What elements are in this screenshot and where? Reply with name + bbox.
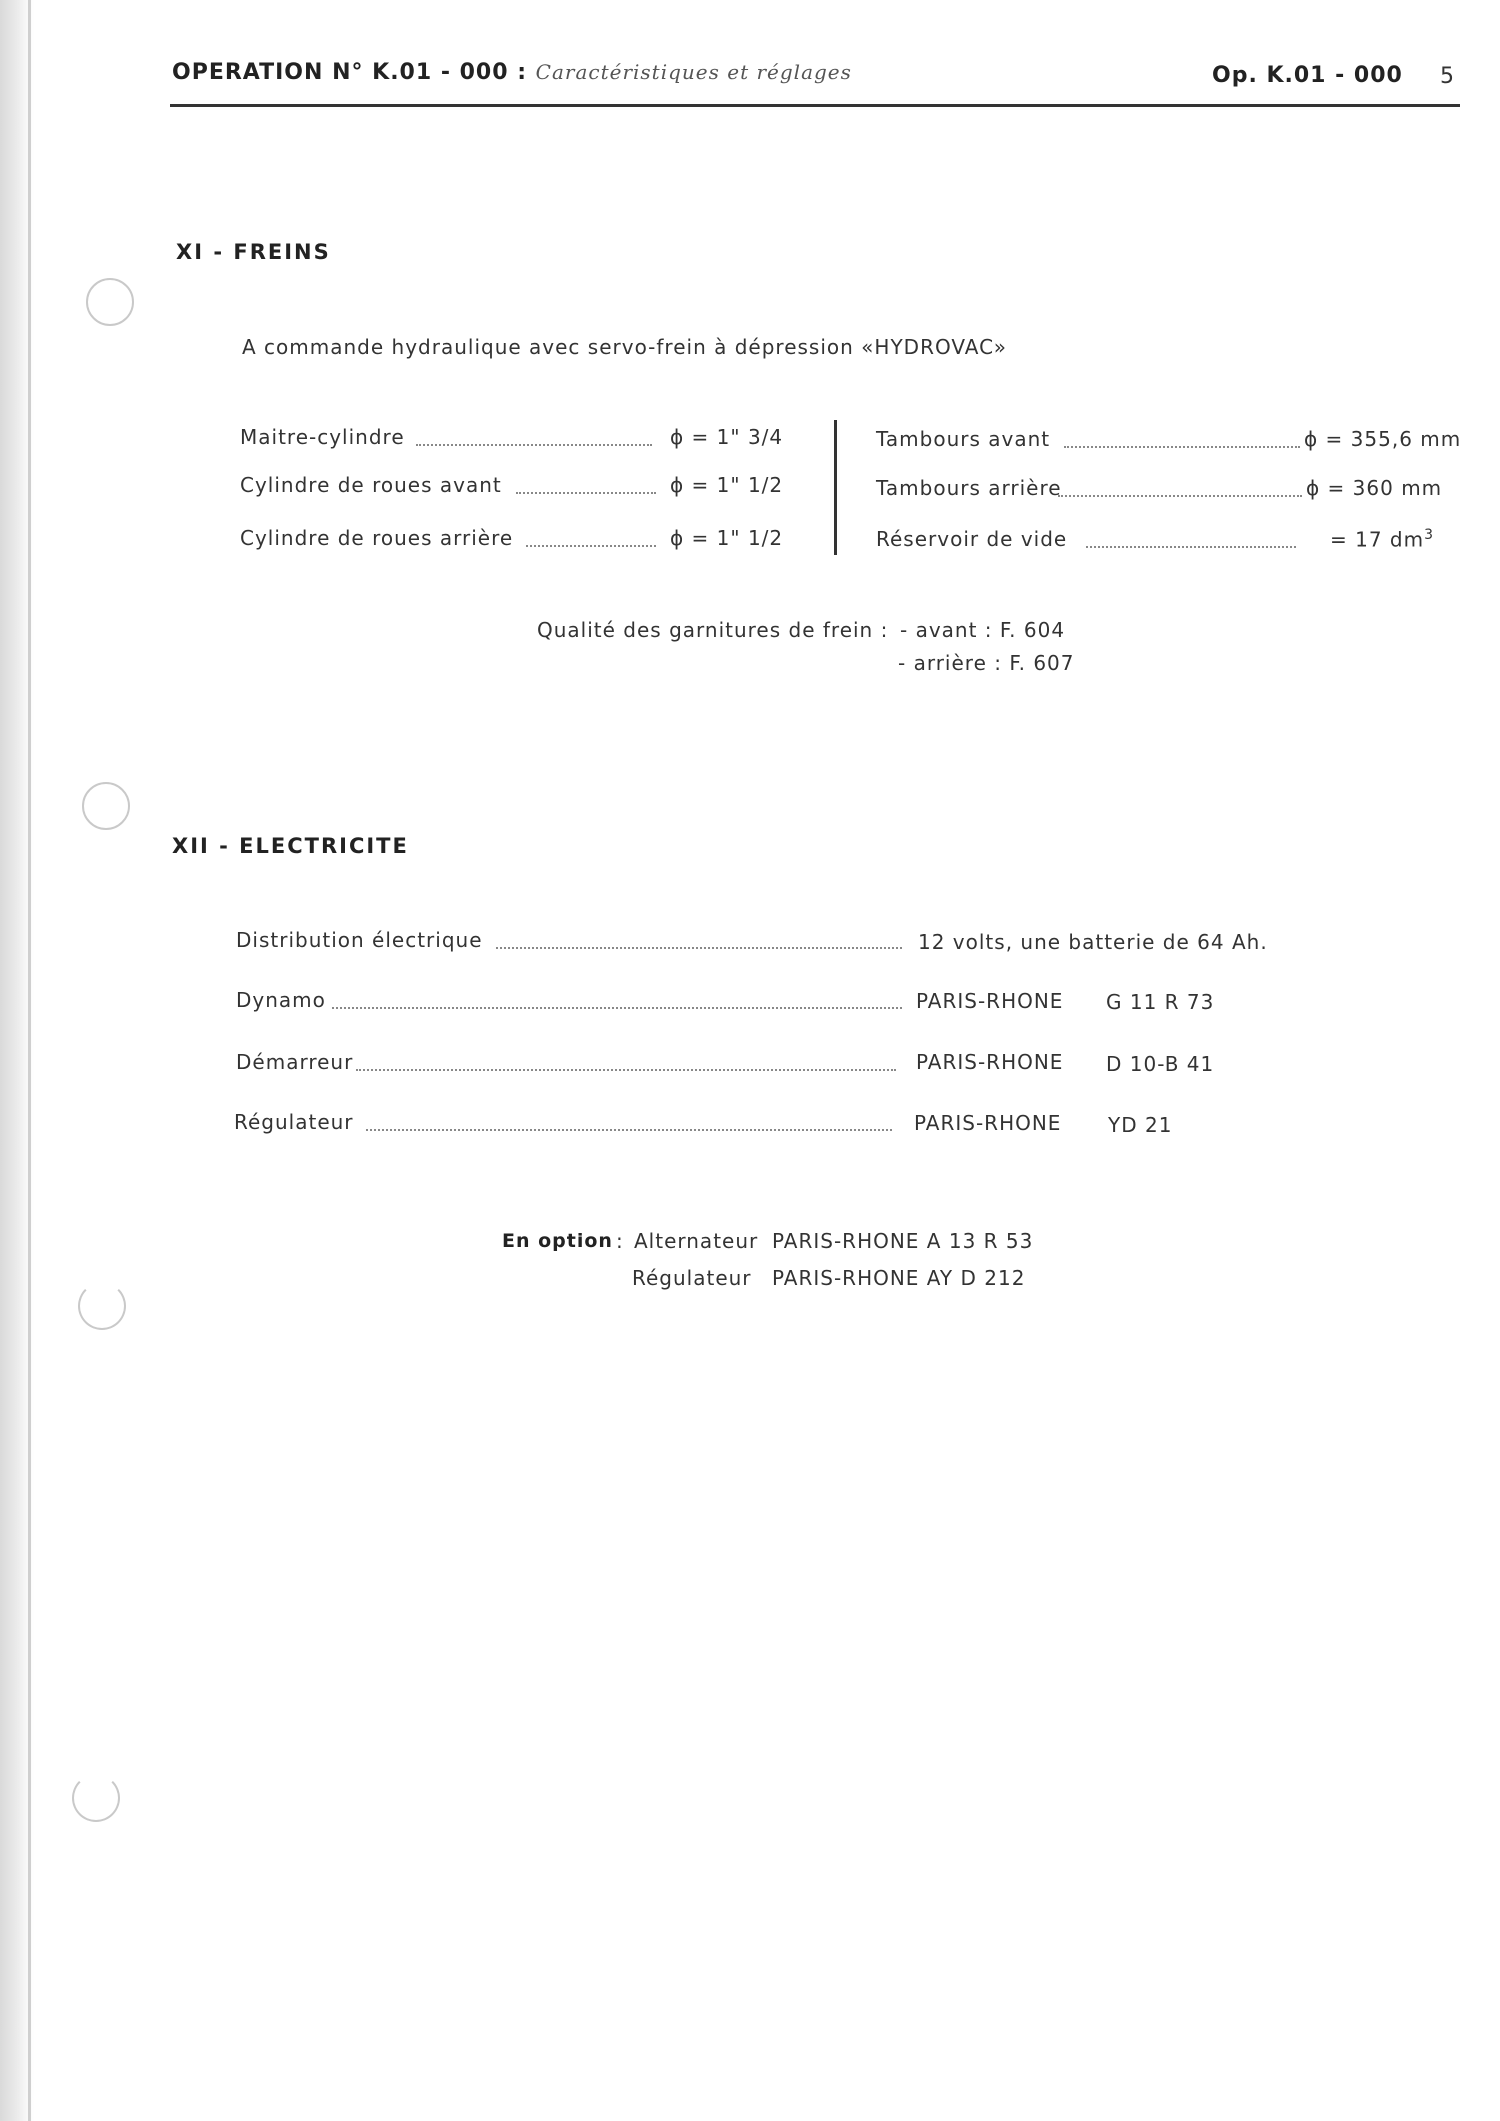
spec-value [1330,527,1434,552]
reservoir-exponent: 3 [1424,527,1435,543]
spec-ref: YD 21 [1108,1113,1173,1137]
garnitures-arriere: - arrière : F. 607 [898,651,1075,675]
spec-value: ϕ = 360 mm [1306,476,1443,500]
punch-hole [72,1774,120,1822]
option-item-label: Alternateur [634,1229,759,1253]
spec-label: Cylindre de roues avant [240,473,502,497]
operation-ref: Op. K.01 - 000 [1212,63,1403,88]
reservoir-value: = 17 dm [1330,527,1425,552]
spec-ref: D 10-B 41 [1106,1052,1215,1076]
spec-label: Maitre-cylindre [240,425,405,449]
dot-leader [1058,495,1302,497]
option-separator: : [616,1229,624,1253]
spec-value: ϕ = 1" 1/2 [670,526,784,550]
spec-value: ϕ = 355,6 mm [1304,427,1462,451]
spec-value: ϕ = 1" 1/2 [670,473,784,497]
spec-ref: G 11 R 73 [1106,990,1215,1014]
dot-leader [516,492,656,494]
spec-value: ϕ = 1" 3/4 [670,425,784,449]
spec-brand: PARIS-RHONE [914,1111,1062,1135]
punch-hole [82,782,130,830]
spec-value: 12 volts, une batterie de 64 Ah. [918,930,1268,954]
header-rule [170,104,1460,107]
dot-leader [496,947,902,949]
punch-hole [78,1282,126,1330]
option-item-value: PARIS-RHONE AY D 212 [772,1266,1026,1290]
dot-leader [416,444,652,446]
page-header [172,60,852,85]
operation-subtitle: Caractéristiques et réglages [535,60,852,84]
dot-leader [356,1069,896,1071]
spec-label: Cylindre de roues arrière [240,526,514,550]
spec-brand: PARIS-RHONE [916,1050,1064,1074]
binding-line [28,0,31,2121]
dot-leader [526,545,656,547]
spec-label: Distribution électrique [236,928,483,952]
option-item-label: Régulateur [632,1266,752,1290]
option-label: En option [502,1230,613,1252]
dot-leader [1086,546,1296,548]
operation-number: OPERATION N° K.01 - 000 : [172,60,527,85]
dot-leader [332,1007,902,1009]
garnitures-label: Qualité des garnitures de frein : [537,618,889,642]
option-item-value: PARIS-RHONE A 13 R 53 [772,1229,1034,1253]
spec-label: Démarreur [236,1050,354,1074]
punch-hole [86,278,134,326]
garnitures-avant: - avant : F. 604 [900,618,1066,642]
section-title-electricite: XII - ELECTRICITE [172,834,409,858]
spec-label: Réservoir de vide [876,527,1068,551]
dot-leader [366,1129,892,1131]
spec-label: Dynamo [236,988,326,1012]
page-number: 5 [1440,64,1454,89]
freins-intro: A commande hydraulique avec servo-frein à dépression «HYDROVAC» [242,335,1007,359]
spec-label: Tambours avant [876,427,1051,451]
spec-brand: PARIS-RHONE [916,989,1064,1013]
section-title-freins: XI - FREINS [176,240,331,264]
spec-label: Régulateur [234,1110,354,1134]
column-divider [834,420,837,555]
dot-leader [1064,446,1300,448]
spec-label: Tambours arrière [876,476,1062,500]
